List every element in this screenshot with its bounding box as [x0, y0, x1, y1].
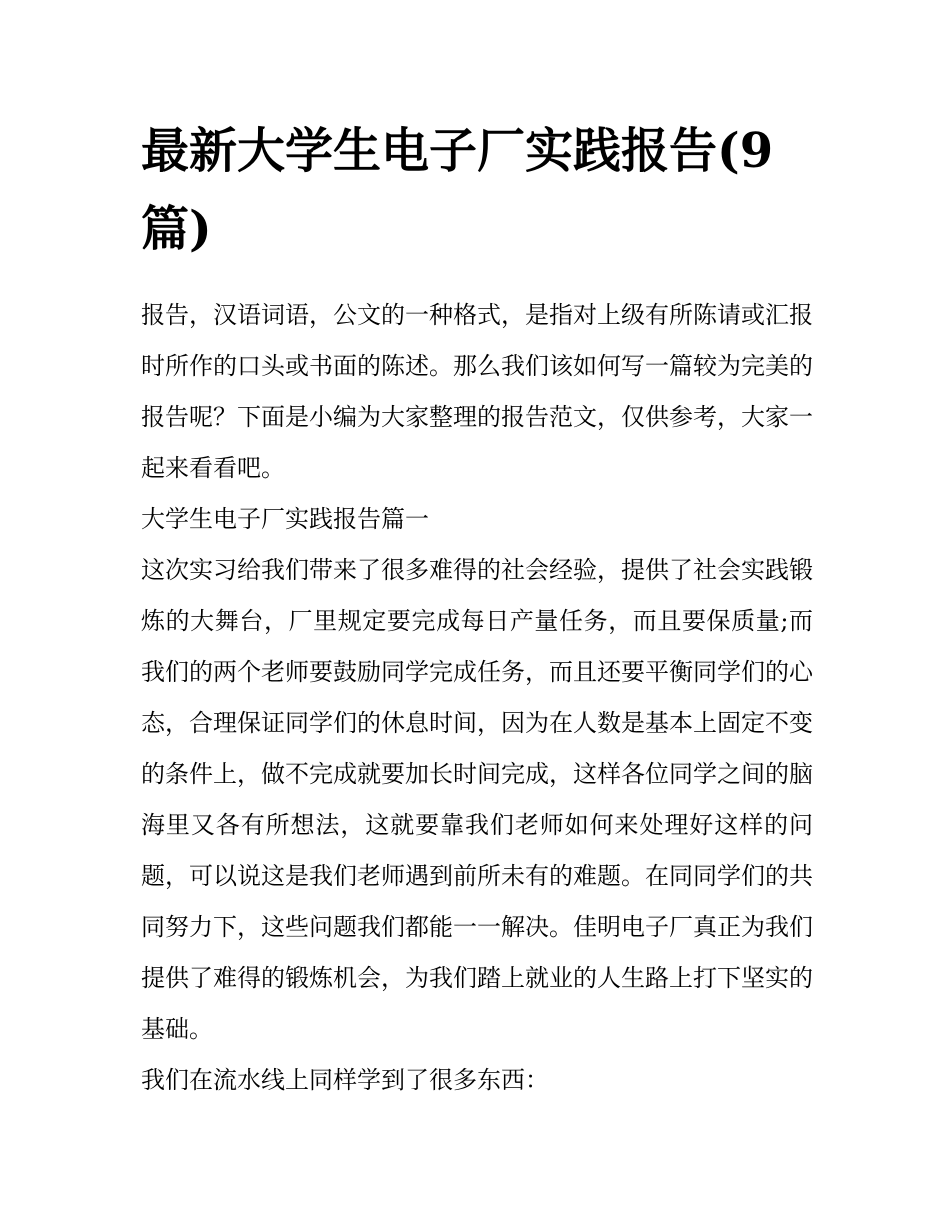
- document-title: 最新大学生电子厂实践报告(9篇): [141, 123, 774, 257]
- body-paragraph: 我们在流水线上同样学到了很多东西：: [141, 1066, 549, 1094]
- body-paragraph: 这次实习给我们带来了很多难得的社会经验，提供了社会实践锻炼的大舞台，厂里规定要完成每日产量任务，而且要保质量;而我们的两个老师要鼓励同学完成任务，而且还要平衡同学们的心态，合理保证同学们的休息时间，因为在人数是基本上固定不变的条件上，做不完成就要加长时间完成，这样各位同学之间的脑海里又各有所想法，这就要靠我们老师如何来处理好这样的问题，可以说这是我们老师遇到前所未有的难题。在同同学们的共同努力下，这些问题我们都能一一解决。佳明电子厂真正为我们提供了难得的锻炼机会，为我们踏上就业的人生路上打下坚实的基础。: [141, 556, 813, 1043]
- intro-paragraph: 报告，汉语词语，公文的一种格式，是指对上级有所陈请或汇报时所作的口头或书面的陈述。那么我们该如何写一篇较为完美的报告呢？下面是小编为大家整理的报告范文，仅供参考，大家一起来看看吧。: [141, 301, 813, 482]
- document-page: [141, 112, 813, 1106]
- section-heading: 大学生电子厂实践报告篇一: [141, 505, 429, 533]
- document-body: [141, 290, 813, 1106]
